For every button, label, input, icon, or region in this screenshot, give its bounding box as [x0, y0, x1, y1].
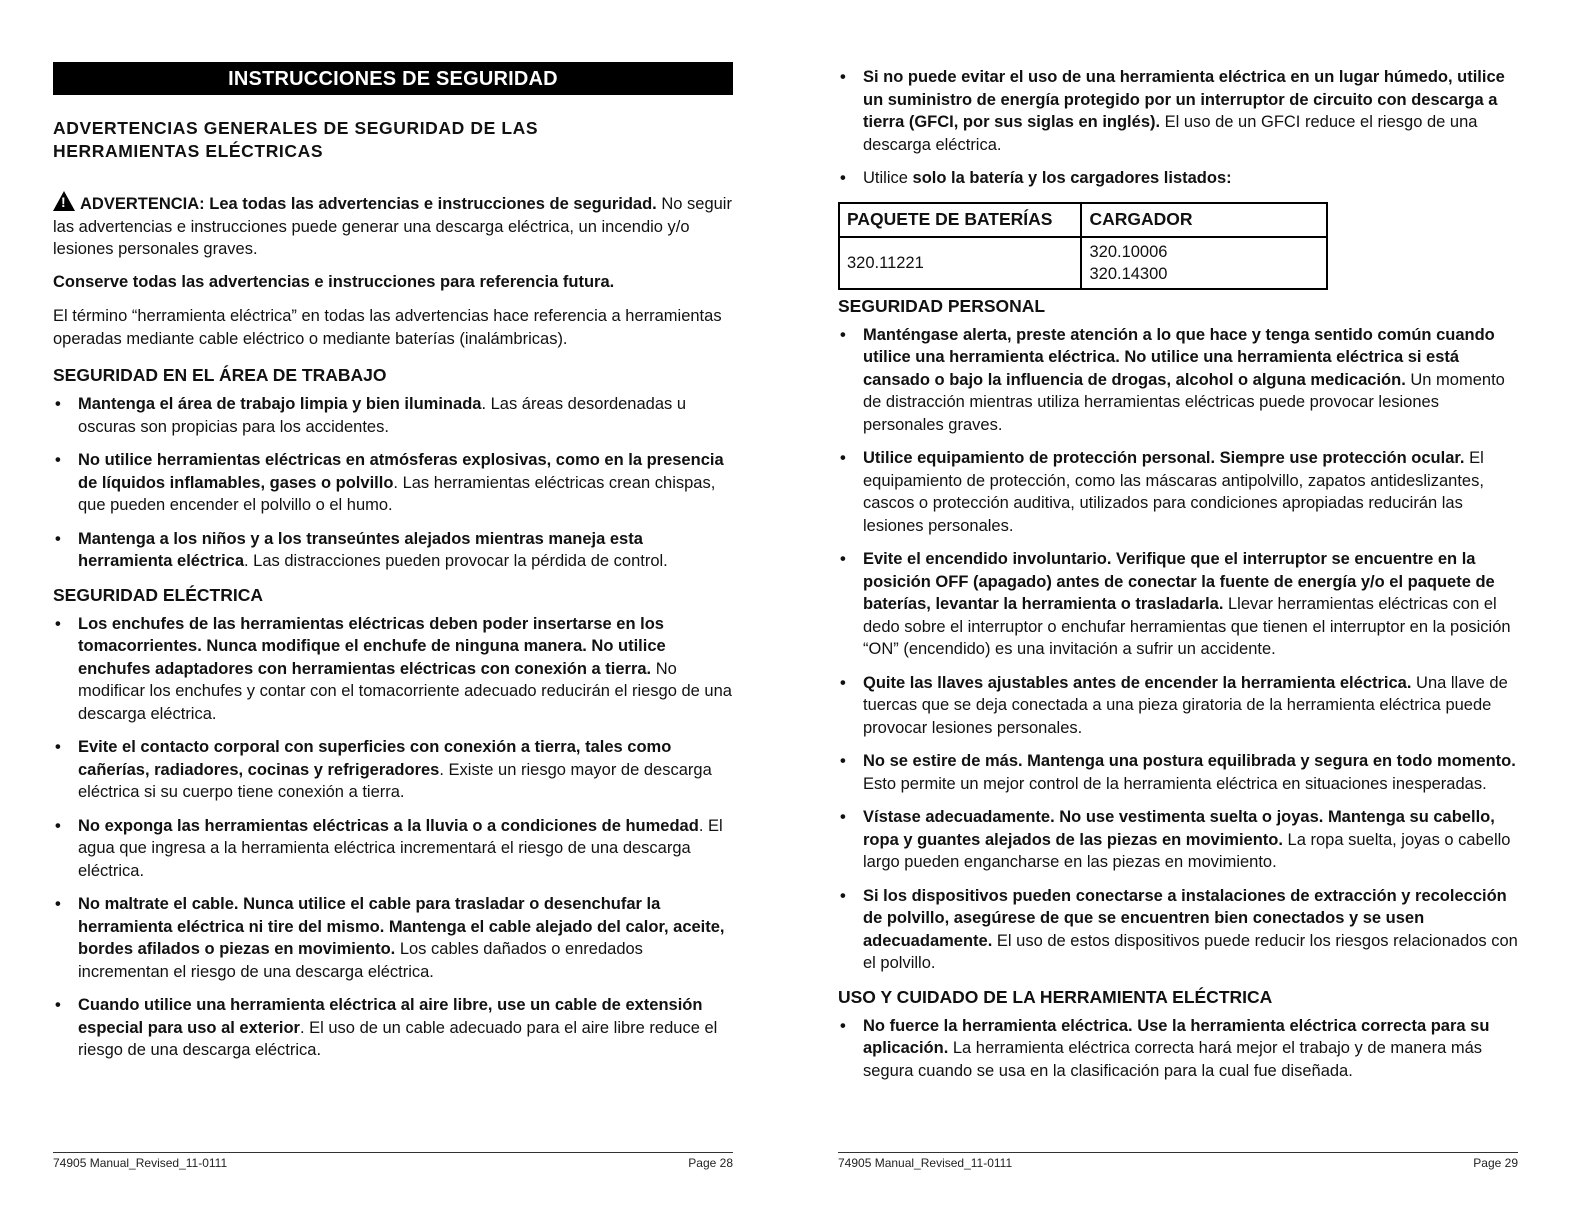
item-bold: No utilice herramientas eléctricas en atmósferas explosivas, como en la presencia de líquidos inflamables, gases o polvillo [78, 451, 724, 492]
warning-icon [53, 191, 75, 211]
list-item [838, 750, 1518, 795]
work-area-list [53, 393, 733, 573]
bullet-icon: • [840, 752, 846, 770]
gfci-list [838, 66, 1518, 190]
item-bold: No maltrate el cable. Nunca utilice el cable para trasladar o desenchufar la herramienta eléctrica ni tire del mismo. Mantenga el cable alejado del calor, aceite, bordes afilados o piezas en movimiento. [78, 895, 725, 958]
warning-text: No seguir las advertencias e instrucciones puede generar una descarga eléctrica, un incendio y/o lesiones personales graves. [53, 195, 732, 258]
list-item [53, 613, 733, 726]
item-bold: Utilice equipamiento de protección personal. Siempre use protección ocular. [863, 449, 1465, 467]
bullet-icon: • [55, 895, 61, 913]
charger-model: 320.14300 [1089, 264, 1168, 283]
item-text: Una llave de tuercas que se deja conectada a una pieza giratoria de la herramienta eléctrica puede provocar lesiones personales. [863, 673, 1508, 737]
item-text: El equipamiento de protección, como las máscaras antipolvillo, zapatos antideslizantes, cascos o protección auditiva, utilizados para condiciones apropiadas reducirán las lesiones personales. [863, 449, 1484, 535]
bullet-icon: • [840, 808, 846, 826]
list-item [53, 815, 733, 883]
item-bold: Cuando utilice una herramienta eléctrica al aire libre, use un cable de extensión especial para uso al exterior [78, 996, 703, 1037]
item-text: . Existe un riesgo mayor de descarga eléctrica si su cuerpo tiene conexión a tierra. [78, 760, 712, 801]
bullet-icon: • [55, 996, 61, 1014]
item-bold: Mantenga el área de trabajo limpia y bien iluminada [78, 395, 482, 413]
list-item [53, 994, 733, 1062]
list-item [838, 167, 1518, 190]
item-text: La ropa suelta, joyas o cabello largo pueden engancharse en las piezas en movimiento. [863, 830, 1511, 871]
bullet-icon: • [840, 886, 846, 905]
bullet-icon: • [840, 325, 846, 344]
bullet-icon: • [55, 529, 61, 548]
list-item [53, 893, 733, 983]
table-header: PAQUETE DE BATERÍAS [839, 203, 1081, 237]
bullet-icon: • [55, 395, 61, 413]
document-id: 74905 Manual_Revised_11-0111 [53, 1156, 228, 1170]
bullet-icon: • [55, 451, 61, 469]
list-item [53, 393, 733, 438]
bullet-icon: • [840, 673, 846, 692]
page-footer [838, 1152, 1518, 1172]
list-item [838, 806, 1518, 874]
list-item [838, 885, 1518, 975]
item-bold: Evite el encendido involuntario. Verifique que el interruptor se encuentre en la posición OFF (apagado) antes de conectar la fuente de energía y/o el paquete de baterías, levantar la herramienta o trasladarla. [863, 550, 1495, 613]
personal-list [838, 324, 1518, 975]
page-left [53, 0, 733, 1224]
personal-heading: SEGURIDAD PERSONAL [838, 295, 1046, 316]
list-item [838, 66, 1518, 156]
item-text: Utilice [863, 169, 913, 187]
table-row [839, 237, 1327, 289]
conserve-instruction: Conserve todas las advertencias e instrucciones para referencia futura. [53, 272, 615, 291]
battery-charger-table [838, 202, 1328, 290]
document-id: 74905 Manual_Revised_11-0111 [838, 1156, 1013, 1170]
item-text: Un momento de distracción mientras utiliza herramientas eléctricas puede provocar lesiones personales graves. [863, 370, 1505, 434]
item-bold: Vístase adecuadamente. No use vestimenta suelta o joyas. Mantenga su cabello, ropa y guantes alejados de las piezas en movimiento. [863, 808, 1495, 849]
page-number: Page 28 [688, 1156, 733, 1170]
item-text: . Las áreas desordenadas u oscuras son propicias para los accidentes. [78, 395, 687, 436]
main-heading-line: HERRAMIENTAS ELÉCTRICAS [53, 141, 324, 161]
page-footer [53, 1152, 733, 1172]
bullet-icon: • [55, 816, 61, 835]
main-heading-line: ADVERTENCIAS GENERALES DE SEGURIDAD DE LAS [53, 118, 539, 138]
item-bold: Quite las llaves ajustables antes de encender la herramienta eléctrica. [863, 673, 1412, 692]
battery-pack-cell: 320.11221 [839, 237, 1081, 289]
item-text: El uso de un GFCI reduce el riesgo de una descarga eléctrica. [863, 113, 1478, 154]
section-banner: INSTRUCCIONES DE SEGURIDAD [53, 62, 733, 95]
item-bold: Si no puede evitar el uso de una herramienta eléctrica en un lugar húmedo, utilice un suministro de energía protegido por un interruptor de circuito con descarga a tierra (GFCI, por sus siglas en inglés). [863, 68, 1505, 131]
electrical-list [53, 613, 733, 1062]
bullet-icon: • [840, 68, 846, 86]
item-bold: Manténgase alerta, preste atención a lo que hace y tenga sentido común cuando utilice una herramienta eléctrica. No utilice una herramienta eléctrica si está cansado o bajo la influencia de drogas, alcohol o alguna medicación. [863, 325, 1495, 389]
work-area-heading: SEGURIDAD EN EL ÁREA DE TRABAJO [53, 365, 387, 385]
item-bold: solo la batería y los cargadores listados: [912, 169, 1232, 187]
charger-model: 320.10006 [1089, 242, 1168, 261]
item-bold: Los enchufes de las herramientas eléctricas deben poder insertarse en los tomacorrientes. Nunca modifique el enchufe de ninguna manera. No utilice enchufes adaptadores con herramientas eléctricas con conexión a tierra. [78, 614, 666, 678]
page-number: Page 29 [1473, 1156, 1518, 1170]
electrical-heading: SEGURIDAD ELÉCTRICA [53, 584, 264, 605]
table-header-row [839, 203, 1327, 237]
item-bold: No se estire de más. Mantenga una postura equilibrada y segura en todo momento. [863, 752, 1516, 770]
list-item [53, 528, 733, 573]
table-header: CARGADOR [1081, 203, 1327, 237]
bullet-icon: • [840, 550, 846, 568]
main-heading [53, 117, 733, 163]
item-text: . El uso de un cable adecuado para el aire libre reduce el riesgo de una descarga eléctrica. [78, 1018, 718, 1059]
item-text: . El agua que ingresa a la herramienta eléctrica incrementará el riesgo de una descarga eléctrica. [78, 816, 723, 880]
item-text: Los cables dañados o enredados incrementan el riesgo de una descarga eléctrica. [78, 940, 643, 981]
list-item [838, 324, 1518, 437]
item-bold: Si los dispositivos pueden conectarse a instalaciones de extracción y recolección de polvillo, asegúrese de que se encuentren bien conectados y se usen adecuadamente. [863, 886, 1507, 950]
bullet-icon: • [55, 614, 61, 633]
item-bold: No fuerce la herramienta eléctrica. Use la herramienta eléctrica correcta para su aplicación. [863, 1016, 1490, 1057]
term-definition: El término “herramienta eléctrica” en todas las advertencias hace referencia a herramientas operadas mediante cable eléctrico o mediante baterías (inalámbricas). [53, 307, 722, 348]
bullet-icon: • [840, 1016, 846, 1035]
list-item [838, 1015, 1518, 1083]
list-item [838, 548, 1518, 661]
item-bold: Evite el contacto corporal con superficies con conexión a tierra, tales como cañerías, radiadores, cocinas y refrigeradores [78, 738, 672, 779]
item-bold: Mantenga a los niños y a los transeúntes alejados mientras maneja esta herramienta eléctrica [78, 529, 643, 570]
charger-cell [1081, 237, 1327, 289]
use-care-list [838, 1015, 1518, 1083]
warning-bold: ADVERTENCIA: Lea todas las advertencias e instrucciones de seguridad. [80, 195, 657, 213]
item-text: Esto permite un mejor control de la herramienta eléctrica en situaciones inesperadas. [863, 774, 1487, 793]
use-care-heading: USO Y CUIDADO DE LA HERRAMIENTA ELÉCTRICA [838, 986, 1273, 1007]
list-item [53, 449, 733, 517]
bullet-icon: • [840, 169, 846, 187]
warning-paragraph [53, 191, 733, 261]
item-text: . Las herramientas eléctricas crean chispas, que pueden encender el polvillo o el humo. [78, 473, 716, 514]
list-item [838, 672, 1518, 740]
item-text: . Las distracciones pueden provocar la pérdida de control. [244, 552, 668, 570]
bullet-icon: • [55, 738, 61, 756]
list-item [53, 736, 733, 804]
item-text: El uso de estos dispositivos puede reducir los riesgos relacionados con el polvillo. [863, 931, 1518, 972]
page-right [838, 0, 1518, 1224]
bullet-icon: • [840, 449, 846, 467]
item-text: La herramienta eléctrica correcta hará mejor el trabajo y de manera más segura cuando se usa en la clasificación para la cual fue diseñada. [863, 1039, 1483, 1080]
item-text: No modificar los enchufes y contar con el tomacorriente adecuado reducirán el riesgo de una descarga eléctrica. [78, 659, 732, 723]
list-item [838, 447, 1518, 537]
item-bold: No exponga las herramientas eléctricas a la lluvia o a condiciones de humedad [78, 816, 699, 835]
item-text: Llevar herramientas eléctricas con el dedo sobre el interruptor o enchufar herramientas que tienen el interruptor en la posición “ON” (encendido) es una invitación a sufrir un accidente. [863, 595, 1511, 658]
